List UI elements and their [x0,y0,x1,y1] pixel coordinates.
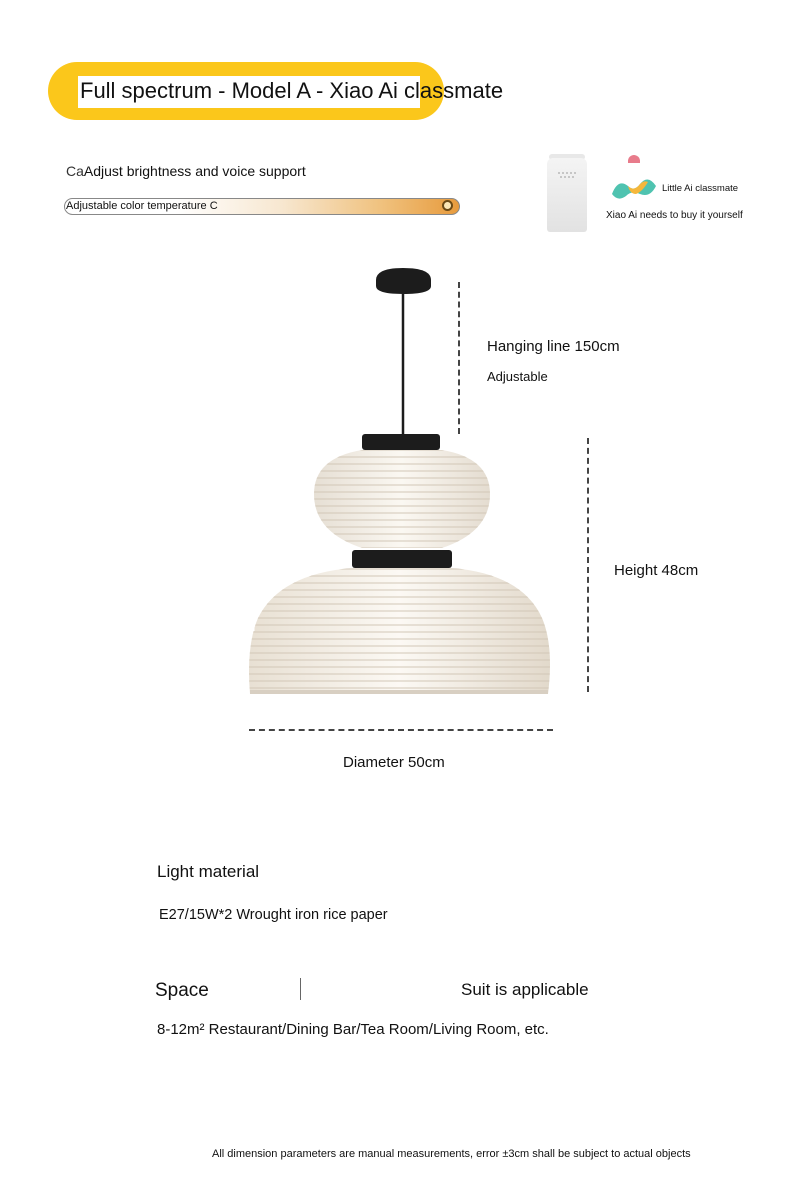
pendant-lamp-image [240,262,580,702]
hanging-line-label: Hanging line 150cm [487,338,620,355]
feature-brightness-text: Adjust brightness and voice support [83,163,306,179]
xiaoai-dot [628,155,640,163]
height-label: Height 48cm [614,562,699,579]
suit-title: Suit is applicable [461,980,589,999]
feature-prefix: Ca [66,163,84,179]
temperature-knob-icon [442,200,453,211]
xiaoai-label: Little Ai classmate [662,183,739,194]
diameter-label: Diameter 50cm [343,754,445,771]
space-value: 8-12m² Restaurant/Dining Bar/Tea Room/Living Room, etc. [157,1021,549,1038]
speaker-grille-icon [556,170,578,180]
feature-brightness-voice [66,163,306,179]
xiaoai-note: Xiao Ai needs to buy it yourself [606,210,743,221]
xiaoai-logo-icon [610,172,658,202]
material-value: E27/15W*2 Wrought iron rice paper [159,907,388,923]
space-title: Space [155,980,209,1001]
material-title: Light material [157,862,260,881]
footnote: All dimension parameters are manual measurements, error ±3cm shall be subject to actual objects [212,1148,691,1160]
diameter-dimension [249,729,553,731]
height-dimension [587,438,589,692]
page-title: Full spectrum - Model A - Xiao Ai classmate [80,78,504,103]
divider [300,978,301,1000]
adjustable-label: Adjustable [487,369,548,384]
color-temperature-label: Adjustable color temperature C [66,200,218,212]
hanging-line-dimension [458,282,460,434]
